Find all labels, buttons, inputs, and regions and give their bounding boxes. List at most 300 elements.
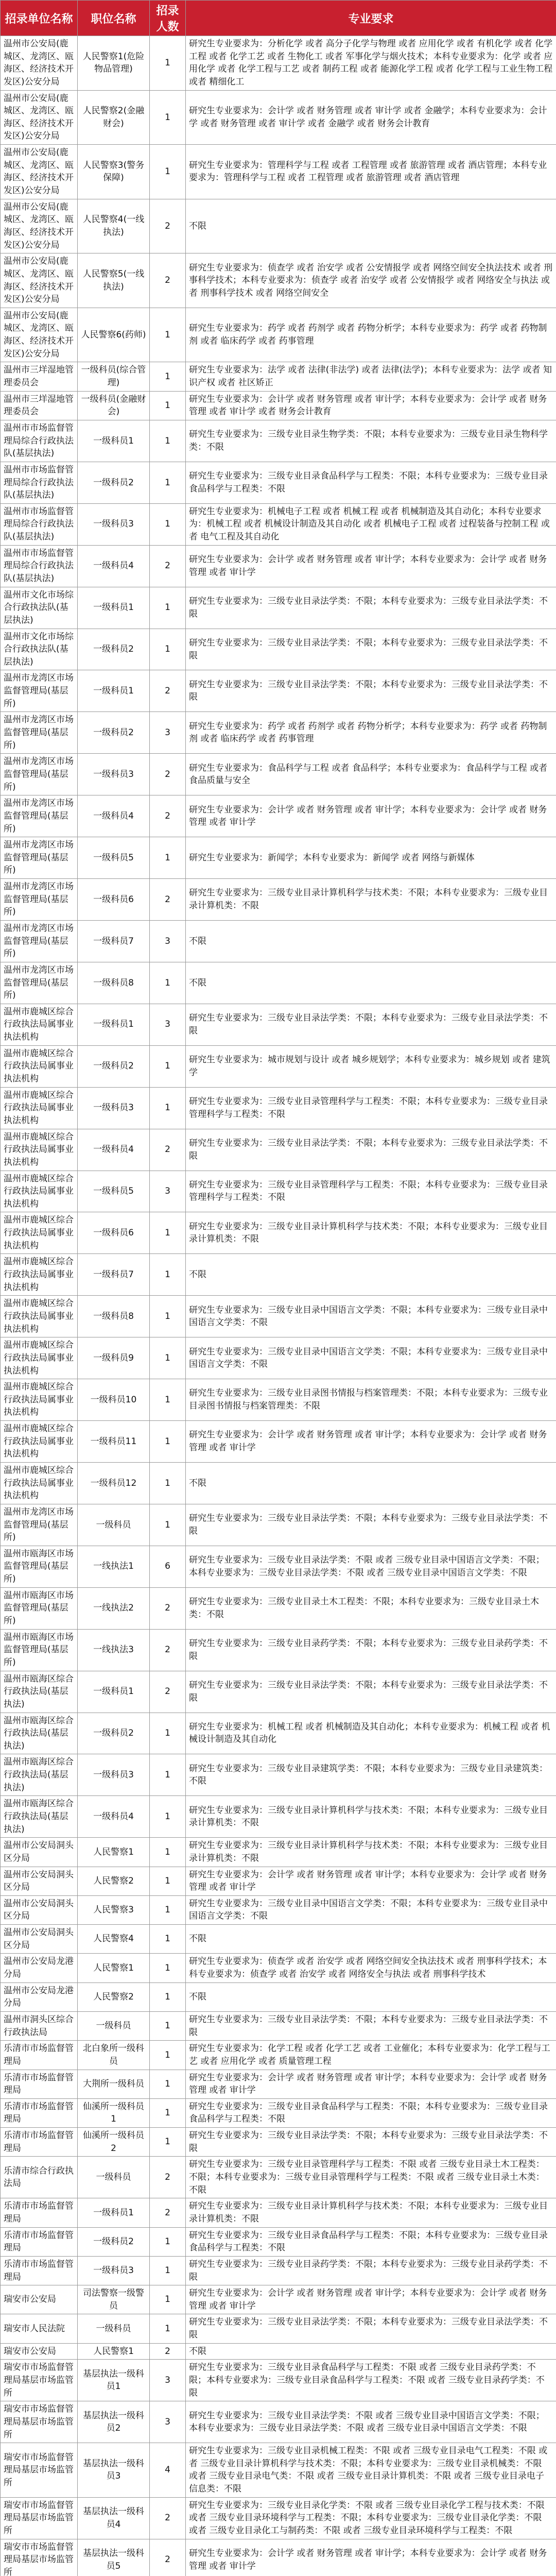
major-requirement-cell: 研究生专业要求为：会计学 或者 财务管理 或者 审计学；本科专业要求为：会计学 或者 财务管理 或者 审计学 <box>186 2539 556 2576</box>
major-requirement-cell: 不限 <box>186 1925 556 1954</box>
recruit-count-cell: 1 <box>150 962 186 1004</box>
position-name-cell: 人民警察2 <box>78 1867 150 1895</box>
unit-name-cell: 温州市鹿城区综合行政执法局属事业执法机构 <box>1 1129 78 1171</box>
unit-name-cell: 温州市文化市场综合行政执法队(基层执法) <box>1 629 78 670</box>
recruit-count-cell: 2 <box>150 670 186 712</box>
recruit-count-cell: 1 <box>150 362 186 391</box>
table-row <box>1 837 556 879</box>
major-requirement-cell: 研究生专业要求为：药学 或者 药剂学 或者 药物分析学；本科专业要求为：药学 或者 药物制剂 或者 临床药学 或者 药事管理 <box>186 308 556 362</box>
table-row <box>1 2497 556 2539</box>
table-row <box>1 754 556 795</box>
unit-name-cell: 温州市公安局(鹿城区、龙湾区、瓯海区、经济技术开发区)公安分局 <box>1 36 78 91</box>
recruit-count-cell: 1 <box>150 1254 186 1296</box>
unit-name-cell: 乐清市综合行政执法局 <box>1 2157 78 2198</box>
table-row <box>1 1867 556 1895</box>
recruit-count-cell: 2 <box>150 2198 186 2227</box>
position-name-cell: 一线执法1 <box>78 1546 150 1587</box>
position-name-cell: 一级科员(金融财会) <box>78 391 150 420</box>
major-requirement-cell: 研究生专业要求为：会计学 或者 财务管理 或者 审计学；本科专业要求为：会计学 或者 财务管理 或者 审计学 <box>186 2070 556 2098</box>
recruit-count-cell: 1 <box>150 503 186 545</box>
recruit-count-cell: 6 <box>150 1546 186 1587</box>
table-row <box>1 1087 556 1129</box>
unit-name-cell: 乐清市市场监督管理局 <box>1 2041 78 2070</box>
major-requirement-cell: 研究生专业要求为：三级专业目录法学类：不限；本科专业要求为：三级专业目录法学类：不限 <box>186 587 556 629</box>
table-row <box>1 1546 556 1587</box>
unit-name-cell: 温州市瓯海区综合行政执法局(基层执法) <box>1 1713 78 1754</box>
unit-name-cell: 温州市文化市场综合行政执法队(基层执法) <box>1 587 78 629</box>
position-name-cell: 一级科员1 <box>78 670 150 712</box>
table-row <box>1 1671 556 1713</box>
recruit-count-cell: 1 <box>150 1421 186 1463</box>
major-requirement-cell: 研究生专业要求为：管理科学与工程 或者 工程管理 或者 旅游管理 或者 酒店管理；本科专业要求为：管理科学与工程 或者 工程管理 或者 旅游管理 或者 酒店管理 <box>186 145 556 199</box>
unit-name-cell: 温州市瓯海区综合行政执法局(基层执法) <box>1 1796 78 1838</box>
table-row <box>1 1713 556 1754</box>
position-name-cell: 一级科员5 <box>78 837 150 879</box>
unit-name-cell: 乐清市市场监督管理局 <box>1 2070 78 2098</box>
recruit-count-cell: 1 <box>150 1796 186 1838</box>
table-row <box>1 670 556 712</box>
position-name-cell: 人民警察4 <box>78 1925 150 1954</box>
unit-name-cell: 温州市鹿城区综合行政执法局属事业执法机构 <box>1 1004 78 1045</box>
recruit-count-cell: 1 <box>150 2285 186 2314</box>
major-requirement-cell: 研究生专业要求为：三级专业目录法学类：不限；本科专业要求为：三级专业目录法学类：不限 <box>186 1671 556 1713</box>
major-requirement-cell: 研究生专业要求为：三级专业目录计算机科学与技术类：不限；本科专业要求为：三级专业目录计算机类：不限 <box>186 1838 556 1867</box>
unit-name-cell: 温州市鹿城区综合行政执法局属事业执法机构 <box>1 1045 78 1087</box>
unit-name-cell: 温州市洞头区综合行政执法局 <box>1 2011 78 2040</box>
unit-name-cell: 温州市市场监督管理局综合行政执法队(基层执法) <box>1 503 78 545</box>
position-name-cell: 一线执法2 <box>78 1587 150 1629</box>
header-position: 职位名称 <box>78 1 150 36</box>
major-requirement-cell: 研究生专业要求为：三级专业目录药学类：不限；本科专业要求为：三级专业目录药学类：不限 <box>186 1629 556 1671</box>
major-requirement-cell: 研究生专业要求为：三级专业目录食品科学与工程类：不限；本科专业要求为：三级专业目录食品科学与工程类：不限 <box>186 2098 556 2127</box>
recruit-count-cell: 2 <box>150 879 186 921</box>
position-name-cell: 一级科员7 <box>78 1254 150 1296</box>
major-requirement-cell: 研究生专业要求为：侦查学 或者 治安学 或者 公安情报学 或者 网络空间安全执法技术 或者 刑事科学技术；本科专业要求为：侦查学 或者 治安学 或者 公安情报学 或者 网络安全与执法 或者 刑事科学技术 或者 网络空间安全 <box>186 253 556 308</box>
recruit-count-cell: 2 <box>150 1671 186 1713</box>
table-row <box>1 503 556 545</box>
major-requirement-cell: 不限 <box>186 1254 556 1296</box>
position-name-cell: 一级科员10 <box>78 1379 150 1421</box>
major-requirement-cell: 研究生专业要求为：三级专业目录法学类：不限 或者 三级专业目录中国语言文学类：不限；本科专业要求为：三级专业目录法学类：不限 或者 三级专业目录中国语言文学类：不限 <box>186 2401 556 2443</box>
major-requirement-cell: 研究生专业要求为：三级专业目录食品科学与工程类：不限 或者 三级专业目录药学类：不限；本科专业要求为：三级专业目录食品科学与工程类：不限 或者 三级专业目录药学类：不限 <box>186 2360 556 2401</box>
unit-name-cell: 温州市公安局洞头区分局 <box>1 1867 78 1895</box>
recruit-count-cell: 2 <box>150 199 186 253</box>
table-row <box>1 1296 556 1337</box>
recruit-count-cell: 2 <box>150 1587 186 1629</box>
major-requirement-cell: 研究生专业要求为：机械工程 或者 机械制造及其自动化；本科专业要求为：机械工程 或者 机械设计制造及其自动化 <box>186 1713 556 1754</box>
table-row <box>1 921 556 962</box>
recruit-count-cell: 1 <box>150 2070 186 2098</box>
major-requirement-cell: 研究生专业要求为：会计学 或者 财务管理 或者 审计学；本科专业要求为：会计学 或者 财务管理 或者 审计学 <box>186 795 556 837</box>
unit-name-cell: 乐清市市场监督管理局 <box>1 2098 78 2127</box>
position-name-cell: 一级科员4 <box>78 545 150 587</box>
header-unit: 招录单位名称 <box>1 1 78 36</box>
major-requirement-cell: 研究生专业要求为：三级专业目录计算机科学与技术类：不限；本科专业要求为：三级专业目录计算机类：不限 <box>186 1796 556 1838</box>
recruit-count-cell: 1 <box>150 837 186 879</box>
position-name-cell: 一级科员 <box>78 2157 150 2198</box>
table-row <box>1 1838 556 1867</box>
table-row <box>1 2443 556 2498</box>
major-requirement-cell: 研究生专业要求为：三级专业目录法学类：不限；本科专业要求为：三级专业目录法学类：不限 <box>186 1004 556 1045</box>
table-row <box>1 1895 556 1924</box>
recruit-count-cell: 1 <box>150 1838 186 1867</box>
major-requirement-cell: 研究生专业要求为：会计学 或者 财务管理 或者 审计学；本科专业要求为：会计学 或者 财务管理 或者 审计学 或者 财务会计教育 <box>186 391 556 420</box>
unit-name-cell: 温州市市场监督管理局综合行政执法队(基层执法) <box>1 420 78 462</box>
recruit-count-cell: 1 <box>150 1504 186 1546</box>
major-requirement-cell: 研究生专业要求为：三级专业目录机械工程类：不限 或者 三级专业目录电气工程类：不限 或者 三级专业目录计算机科学与技术类：不限；本科专业要求为：三级专业目录机械类：不限 或者 三级专业目录电气类：不限 或者 三级专业目录计算机类：不限 或者 三级专业目录电子信息类：不限 <box>186 2443 556 2498</box>
position-name-cell: 基层执法一级科员3 <box>78 2443 150 2498</box>
position-name-cell: 一级科员1 <box>78 1004 150 1045</box>
table-row <box>1 2157 556 2198</box>
major-requirement-cell: 研究生专业要求为：三级专业目录计算机科学与技术类：不限；本科专业要求为：三级专业目录计算机类：不限 <box>186 879 556 921</box>
table-row <box>1 2360 556 2401</box>
unit-name-cell: 温州市瓯海区综合行政执法局(基层执法) <box>1 1754 78 1796</box>
major-requirement-cell: 研究生专业要求为：法学 或者 法律(非法学) 或者 法律(法学)；本科专业要求为：法学 或者 知识产权 或者 社区矫正 <box>186 362 556 391</box>
recruit-count-cell: 1 <box>150 420 186 462</box>
recruit-count-cell: 1 <box>150 1212 186 1254</box>
recruit-count-cell: 2 <box>150 795 186 837</box>
recruit-count-cell: 1 <box>150 1982 186 2011</box>
recruit-count-cell: 4 <box>150 2443 186 2498</box>
unit-name-cell: 温州市龙湾区市场监督管理局(基层所) <box>1 712 78 754</box>
major-requirement-cell: 研究生专业要求为：三级专业目录管理科学与工程类：不限 或者 三级专业目录土木工程类：不限；本科专业要求为：三级专业目录管理科学与工程类：不限 或者 三级专业目录土木类：不限 <box>186 2157 556 2198</box>
position-name-cell: 一级科员8 <box>78 962 150 1004</box>
unit-name-cell: 温州市鹿城区综合行政执法局属事业执法机构 <box>1 1212 78 1254</box>
position-name-cell: 一级科员1 <box>78 420 150 462</box>
recruit-count-cell: 1 <box>150 1925 186 1954</box>
major-requirement-cell: 不限 <box>186 1462 556 1504</box>
recruit-count-cell: 2 <box>150 2539 186 2576</box>
position-name-cell: 一级科员3 <box>78 1087 150 1129</box>
major-requirement-cell: 研究生专业要求为：三级专业目录法学类：不限；本科专业要求为：三级专业目录法学类：不限 <box>186 1504 556 1546</box>
major-requirement-cell: 研究生专业要求为：三级专业目录食品科学与工程类：不限；本科专业要求为：三级专业目录食品科学与工程类：不限 <box>186 462 556 503</box>
major-requirement-cell: 研究生专业要求为：会计学 或者 财务管理 或者 审计学；本科专业要求为：会计学 或者 财务管理 或者 审计学 <box>186 1421 556 1463</box>
major-requirement-cell: 研究生专业要求为：会计学 或者 财务管理 或者 审计学；本科专业要求为：会计学 或者 财务管理 或者 审计学 <box>186 1867 556 1895</box>
table-row <box>1 2198 556 2227</box>
table-row <box>1 90 556 145</box>
position-name-cell: 基层执法一级科员5 <box>78 2539 150 2576</box>
table-row <box>1 420 556 462</box>
table-row <box>1 1045 556 1087</box>
major-requirement-cell: 研究生专业要求为：三级专业目录计算机科学与技术类：不限；本科专业要求为：三级专业目录计算机类：不限 <box>186 2198 556 2227</box>
position-name-cell: 人民警察3(警务保障) <box>78 145 150 199</box>
recruit-count-cell: 1 <box>150 145 186 199</box>
recruit-count-cell: 1 <box>150 391 186 420</box>
major-requirement-cell: 研究生专业要求为：三级专业目录法学类：不限；本科专业要求为：三级专业目录法学类：不限 <box>186 629 556 670</box>
table-row <box>1 2314 556 2343</box>
position-name-cell: 一级科员9 <box>78 1337 150 1379</box>
unit-name-cell: 温州市瓯海区综合行政执法局(基层执法) <box>1 1671 78 1713</box>
table-row <box>1 1212 556 1254</box>
table-row <box>1 253 556 308</box>
recruit-count-cell: 1 <box>150 1713 186 1754</box>
position-name-cell: 一级科员1 <box>78 1671 150 1713</box>
major-requirement-cell: 研究生专业要求为：会计学 或者 财务管理 或者 审计学 或者 金融学；本科专业要求为：会计学 或者 财务管理 或者 审计学 或者 金融学 或者 财务会计教育 <box>186 90 556 145</box>
position-name-cell: 大荆所一级科员 <box>78 2070 150 2098</box>
unit-name-cell: 瑞安市市场监督管理局基层市场监管所 <box>1 2497 78 2539</box>
major-requirement-cell: 研究生专业要求为：三级专业目录法学类：不限；本科专业要求为：三级专业目录法学类：不限 <box>186 2011 556 2040</box>
recruit-count-cell: 1 <box>150 36 186 91</box>
position-name-cell: 一级科员 <box>78 2011 150 2040</box>
recruit-count-cell: 1 <box>150 1379 186 1421</box>
unit-name-cell: 温州市市场监督管理局综合行政执法队(基层执法) <box>1 545 78 587</box>
major-requirement-cell: 研究生专业要求为：三级专业目录食品科学与工程类：不限；本科专业要求为：三级专业目录食品科学与工程类：不限 <box>186 2227 556 2256</box>
position-name-cell: 一级科员12 <box>78 1462 150 1504</box>
recruit-count-cell: 3 <box>150 1004 186 1045</box>
major-requirement-cell: 研究生专业要求为：机械电子工程 或者 机械工程 或者 机械制造及其自动化；本科专业要求为：机械工程 或者 机械设计制造及其自动化 或者 机械电子工程 或者 过程装备与控制工程 或者 电气工程及其自动化 <box>186 503 556 545</box>
position-name-cell: 人民警察5(一线执法) <box>78 253 150 308</box>
unit-name-cell: 温州市三垟湿地管理委员会 <box>1 391 78 420</box>
position-name-cell: 一级科员 <box>78 2314 150 2343</box>
position-name-cell: 一级科员 <box>78 1504 150 1546</box>
major-requirement-cell: 研究生专业要求为：三级专业目录法学类：不限；本科专业要求为：三级专业目录法学类：不限 <box>186 2314 556 2343</box>
unit-name-cell: 温州市瓯海区市场监督管理局(基层所) <box>1 1629 78 1671</box>
major-requirement-cell: 不限 <box>186 921 556 962</box>
recruit-count-cell: 2 <box>150 2157 186 2198</box>
position-name-cell: 仙溪所一级科员1 <box>78 2098 150 2127</box>
unit-name-cell: 瑞安市市场监督管理局基层市场监管所 <box>1 2360 78 2401</box>
unit-name-cell: 温州市龙湾区市场监督管理局(基层所) <box>1 962 78 1004</box>
unit-name-cell: 温州市鹿城区综合行政执法局属事业执法机构 <box>1 1296 78 1337</box>
major-requirement-cell: 研究生专业要求为：三级专业目录法学类：不限 或者 三级专业目录中国语言文学类：不限；本科专业要求为：三级专业目录法学类：不限 或者 三级专业目录中国语言文学类：不限 <box>186 1546 556 1587</box>
position-name-cell: 一级科员(综合管理) <box>78 362 150 391</box>
table-row <box>1 2128 556 2157</box>
table-row <box>1 1504 556 1546</box>
position-name-cell: 一级科员6 <box>78 1212 150 1254</box>
position-name-cell: 北白象所一级科员 <box>78 2041 150 2070</box>
unit-name-cell: 乐清市市场监督管理局 <box>1 2128 78 2157</box>
table-row <box>1 629 556 670</box>
unit-name-cell: 温州市市场监督管理局综合行政执法队(基层执法) <box>1 462 78 503</box>
table-row <box>1 712 556 754</box>
table-row <box>1 1421 556 1463</box>
unit-name-cell: 温州市瓯海区市场监督管理局(基层所) <box>1 1546 78 1587</box>
table-row <box>1 2343 556 2360</box>
table-row <box>1 2227 556 2256</box>
position-name-cell: 基层执法一级科员2 <box>78 2401 150 2443</box>
table-row <box>1 1004 556 1045</box>
recruit-count-cell: 1 <box>150 2098 186 2127</box>
recruit-count-cell: 1 <box>150 1296 186 1337</box>
unit-name-cell: 温州市龙湾区市场监督管理局(基层所) <box>1 670 78 712</box>
recruit-count-cell: 3 <box>150 712 186 754</box>
unit-name-cell: 温州市龙湾区市场监督管理局(基层所) <box>1 1504 78 1546</box>
recruit-count-cell: 3 <box>150 2360 186 2401</box>
table-row <box>1 2256 556 2285</box>
unit-name-cell: 乐清市市场监督管理局 <box>1 2256 78 2285</box>
major-requirement-cell: 研究生专业要求为：化学工程 或者 化学工艺 或者 工业催化；本科专业要求为：化学工程与工艺 或者 应用化学 或者 质量管理工程 <box>186 2041 556 2070</box>
table-row <box>1 462 556 503</box>
position-name-cell: 人民警察2 <box>78 1982 150 2011</box>
position-name-cell: 基层执法一级科员4 <box>78 2497 150 2539</box>
table-row <box>1 1254 556 1296</box>
recruit-count-cell: 1 <box>150 1895 186 1924</box>
recruit-count-cell: 2 <box>150 2497 186 2539</box>
unit-name-cell: 瑞安市人民法院 <box>1 2314 78 2343</box>
table-row <box>1 1982 556 2011</box>
unit-name-cell: 温州市龙湾区市场监督管理局(基层所) <box>1 921 78 962</box>
table-row <box>1 36 556 91</box>
unit-name-cell: 瑞安市公安局 <box>1 2343 78 2360</box>
recruit-count-cell: 3 <box>150 1171 186 1212</box>
major-requirement-cell: 研究生专业要求为：药学 或者 药剂学 或者 药物分析学；本科专业要求为：药学 或者 药物制剂 或者 临床药学 或者 药事管理 <box>186 712 556 754</box>
major-requirement-cell: 研究生专业要求为：三级专业目录法学类：不限；本科专业要求为：三级专业目录法学类：不限 <box>186 2128 556 2157</box>
unit-name-cell: 瑞安市公安局 <box>1 2285 78 2314</box>
unit-name-cell: 瑞安市市场监督管理局基层市场监管所 <box>1 2401 78 2443</box>
position-name-cell: 一级科员6 <box>78 879 150 921</box>
unit-name-cell: 温州市公安局(鹿城区、龙湾区、瓯海区、经济技术开发区)公安分局 <box>1 145 78 199</box>
table-row <box>1 2098 556 2127</box>
position-name-cell: 一级科员2 <box>78 712 150 754</box>
recruit-count-cell: 2 <box>150 1129 186 1171</box>
recruit-count-cell: 2 <box>150 754 186 795</box>
position-name-cell: 一级科员1 <box>78 587 150 629</box>
unit-name-cell: 温州市龙湾区市场监督管理局(基层所) <box>1 837 78 879</box>
unit-name-cell: 温州市龙湾区市场监督管理局(基层所) <box>1 879 78 921</box>
table-row <box>1 795 556 837</box>
position-name-cell: 一级科员8 <box>78 1296 150 1337</box>
recruit-count-cell: 1 <box>150 90 186 145</box>
table-row <box>1 145 556 199</box>
major-requirement-cell: 研究生专业要求为：三级专业目录中国语言文学类：不限；本科专业要求为：三级专业目录中国语言文学类：不限 <box>186 1895 556 1924</box>
unit-name-cell: 温州市公安局(鹿城区、龙湾区、瓯海区、经济技术开发区)公安分局 <box>1 253 78 308</box>
unit-name-cell: 温州市鹿城区综合行政执法局属事业执法机构 <box>1 1254 78 1296</box>
unit-name-cell: 温州市龙湾区市场监督管理局(基层所) <box>1 754 78 795</box>
table-row <box>1 2041 556 2070</box>
header-requirement: 专业要求 <box>186 1 556 36</box>
unit-name-cell: 瑞安市市场监督管理局基层市场监管所 <box>1 2443 78 2498</box>
recruit-count-cell: 2 <box>150 1629 186 1671</box>
unit-name-cell: 温州市三垟湿地管理委员会 <box>1 362 78 391</box>
position-name-cell: 一级科员2 <box>78 1045 150 1087</box>
position-name-cell: 基层执法一级科员1 <box>78 2360 150 2401</box>
table-row <box>1 2285 556 2314</box>
table-row <box>1 545 556 587</box>
recruit-count-cell: 3 <box>150 2401 186 2443</box>
table-row <box>1 1796 556 1838</box>
position-name-cell: 一级科员11 <box>78 1421 150 1463</box>
major-requirement-cell: 研究生专业要求为：三级专业目录管理科学与工程类：不限；本科专业要求为：三级专业目录管理科学与工程类：不限 <box>186 1087 556 1129</box>
unit-name-cell: 温州市鹿城区综合行政执法局属事业执法机构 <box>1 1337 78 1379</box>
major-requirement-cell: 不限 <box>186 199 556 253</box>
major-requirement-cell: 研究生专业要求为：食品科学与工程 或者 食品科学；本科专业要求为：食品科学与工程 或者 食品质量与安全 <box>186 754 556 795</box>
table-row <box>1 1129 556 1171</box>
major-requirement-cell: 研究生专业要求为：三级专业目录法学类：不限；本科专业要求为：三级专业目录法学类：不限 <box>186 670 556 712</box>
position-name-cell: 一级科员4 <box>78 795 150 837</box>
table-row <box>1 1925 556 1954</box>
major-requirement-cell: 研究生专业要求为：三级专业目录药学类：不限；本科专业要求为：三级专业目录药学类：不限 <box>186 2256 556 2285</box>
position-name-cell: 人民警察1(危险物品管理) <box>78 36 150 91</box>
major-requirement-cell: 研究生专业要求为：三级专业目录建筑学类：不限；本科专业要求为：三级专业目录建筑类：不限 <box>186 1754 556 1796</box>
unit-name-cell: 乐清市市场监督管理局 <box>1 2227 78 2256</box>
major-requirement-cell: 不限 <box>186 1982 556 2011</box>
unit-name-cell: 温州市公安局龙港分局 <box>1 1982 78 2011</box>
position-name-cell: 仙溪所一级科员2 <box>78 2128 150 2157</box>
unit-name-cell: 温州市公安局(鹿城区、龙湾区、瓯海区、经济技术开发区)公安分局 <box>1 199 78 253</box>
major-requirement-cell: 研究生专业要求为：城市规划与设计 或者 城乡规划学；本科专业要求为：城乡规划 或者 建筑学 <box>186 1045 556 1087</box>
major-requirement-cell: 研究生专业要求为：三级专业目录管理科学与工程类：不限；本科专业要求为：三级专业目录管理科学与工程类：不限 <box>186 1171 556 1212</box>
unit-name-cell: 温州市公安局洞头区分局 <box>1 1838 78 1867</box>
table-row <box>1 2070 556 2098</box>
major-requirement-cell: 研究生专业要求为：三级专业目录法学类：不限；本科专业要求为：三级专业目录法学类：不限 <box>186 1129 556 1171</box>
recruit-count-cell: 1 <box>150 2314 186 2343</box>
position-name-cell: 一级科员1 <box>78 2198 150 2227</box>
table-row <box>1 199 556 253</box>
table-row <box>1 1337 556 1379</box>
recruit-count-cell: 1 <box>150 2227 186 2256</box>
unit-name-cell: 温州市鹿城区综合行政执法局属事业执法机构 <box>1 1171 78 1212</box>
position-name-cell: 人民警察3 <box>78 1895 150 1924</box>
unit-name-cell: 温州市瓯海区市场监督管理局(基层所) <box>1 1587 78 1629</box>
table-body <box>1 36 556 2576</box>
unit-name-cell: 温州市鹿城区综合行政执法局属事业执法机构 <box>1 1421 78 1463</box>
table-row <box>1 308 556 362</box>
table-row <box>1 2401 556 2443</box>
position-name-cell: 一级科员2 <box>78 462 150 503</box>
table-row <box>1 1629 556 1671</box>
recruit-count-cell: 1 <box>150 1462 186 1504</box>
position-name-cell: 一级科员7 <box>78 921 150 962</box>
position-name-cell: 人民警察1 <box>78 1954 150 1982</box>
table-row <box>1 1587 556 1629</box>
major-requirement-cell: 研究生专业要求为：会计学 或者 财务管理 或者 审计学；本科专业要求为：会计学 或者 财务管理 或者 审计学 <box>186 2285 556 2314</box>
major-requirement-cell: 研究生专业要求为：三级专业目录图书情报与档案管理类：不限；本科专业要求为：三级专业目录图书情报与档案管理类：不限 <box>186 1379 556 1421</box>
table-row <box>1 1954 556 1982</box>
position-name-cell: 人民警察6(药师) <box>78 308 150 362</box>
position-name-cell: 一级科员3 <box>78 754 150 795</box>
unit-name-cell: 温州市鹿城区综合行政执法局属事业执法机构 <box>1 1087 78 1129</box>
recruit-count-cell: 1 <box>150 2041 186 2070</box>
unit-name-cell: 乐清市市场监督管理局 <box>1 2198 78 2227</box>
recruit-count-cell: 1 <box>150 1954 186 1982</box>
table-row <box>1 391 556 420</box>
recruit-count-cell: 1 <box>150 2011 186 2040</box>
table-row <box>1 962 556 1004</box>
major-requirement-cell: 研究生专业要求为：三级专业目录计算机科学与技术类：不限；本科专业要求为：三级专业目录计算机类：不限 <box>186 1212 556 1254</box>
recruit-count-cell: 1 <box>150 308 186 362</box>
table-row <box>1 1462 556 1504</box>
unit-name-cell: 温州市公安局洞头区分局 <box>1 1895 78 1924</box>
table-row <box>1 587 556 629</box>
unit-name-cell: 瑞安市市场监督管理局基层市场监管所 <box>1 2539 78 2576</box>
position-name-cell: 一级科员3 <box>78 1754 150 1796</box>
recruit-count-cell: 1 <box>150 587 186 629</box>
table-row <box>1 1754 556 1796</box>
position-name-cell: 人民警察2(金融财会) <box>78 90 150 145</box>
position-name-cell: 人民警察1 <box>78 2343 150 2360</box>
recruit-count-cell: 1 <box>150 1045 186 1087</box>
position-name-cell: 一级科员4 <box>78 1796 150 1838</box>
recruit-count-cell: 1 <box>150 2128 186 2157</box>
recruit-count-cell: 1 <box>150 1867 186 1895</box>
major-requirement-cell: 研究生专业要求为：三级专业目录土木工程类：不限；本科专业要求为：三级专业目录土木类：不限 <box>186 1587 556 1629</box>
unit-name-cell: 温州市公安局龙港分局 <box>1 1954 78 1982</box>
position-name-cell: 人民警察4(一线执法) <box>78 199 150 253</box>
table-row <box>1 879 556 921</box>
unit-name-cell: 温州市公安局洞头区分局 <box>1 1925 78 1954</box>
position-name-cell: 一级科员2 <box>78 1713 150 1754</box>
table-row <box>1 362 556 391</box>
position-name-cell: 一级科员2 <box>78 2227 150 2256</box>
major-requirement-cell: 研究生专业要求为：三级专业目录中国语言文学类：不限；本科专业要求为：三级专业目录中国语言文学类：不限 <box>186 1337 556 1379</box>
table-row <box>1 1171 556 1212</box>
unit-name-cell: 温州市鹿城区综合行政执法局属事业执法机构 <box>1 1379 78 1421</box>
recruit-count-cell: 1 <box>150 1337 186 1379</box>
unit-name-cell: 温州市鹿城区综合行政执法局属事业执法机构 <box>1 1462 78 1504</box>
recruit-count-cell: 2 <box>150 2343 186 2360</box>
recruit-count-cell: 1 <box>150 1087 186 1129</box>
unit-name-cell: 温州市公安局(鹿城区、龙湾区、瓯海区、经济技术开发区)公安分局 <box>1 308 78 362</box>
